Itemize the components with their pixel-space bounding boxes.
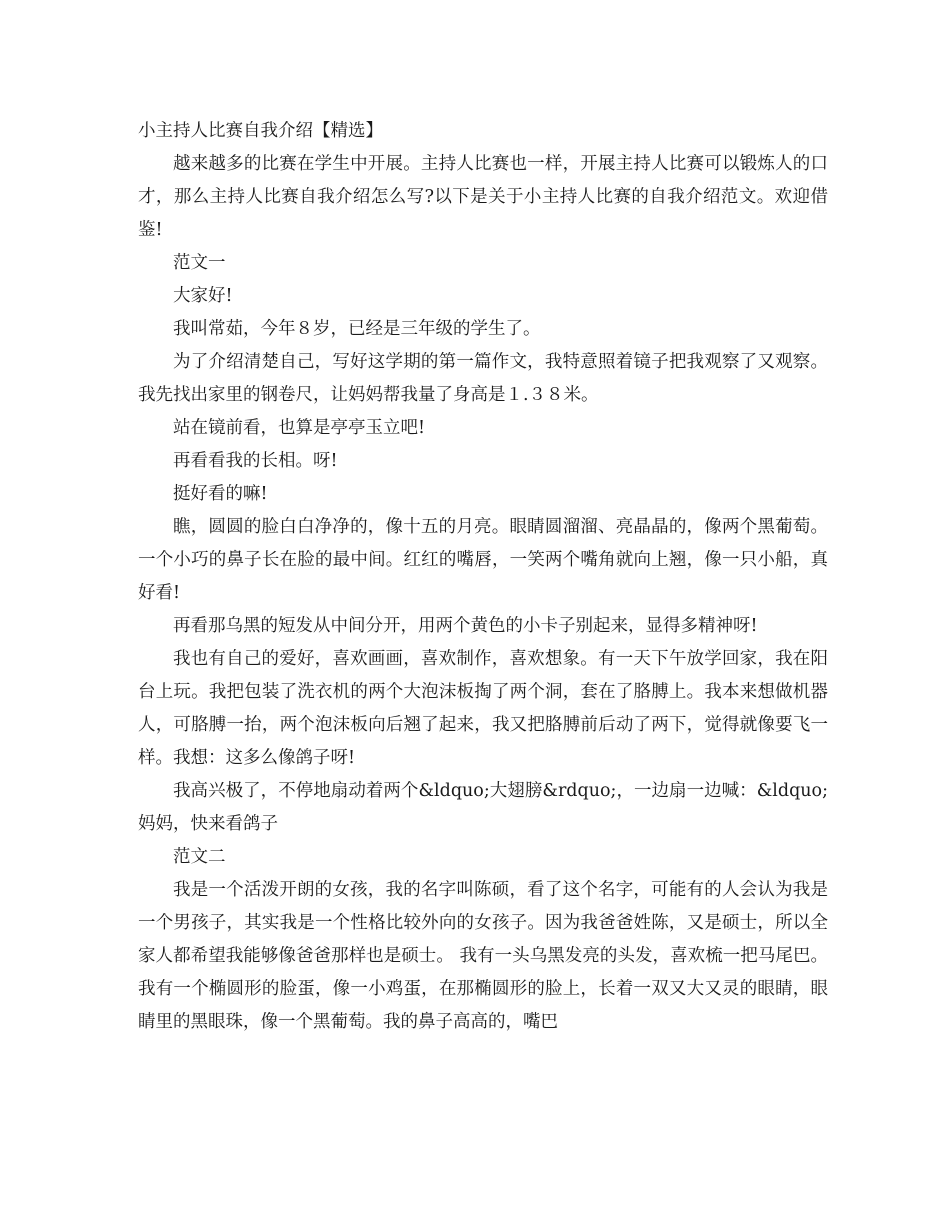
- section-heading-sample-2: 范文二: [173, 847, 226, 867]
- paragraph-intro: 越来越多的比赛在学生中开展。主持人比赛也一样，开展主持人比赛可以锻炼人的口才，那么主持人比赛自我介绍怎么写?以下是关于小主持人比赛的自我介绍范文。欢迎借鉴!: [138, 154, 828, 240]
- document-title: 小主持人比赛自我介绍【精选】: [138, 121, 383, 141]
- paragraph: 大家好!: [173, 286, 233, 306]
- document-body: [138, 115, 828, 1039]
- paragraph: 我叫常茹，今年８岁，已经是三年级的学生了。: [173, 319, 541, 339]
- paragraph: 瞧，圆圆的脸白白净净的，像十五的月亮。眼睛圆溜溜、亮晶晶的，像两个黑葡萄。一个小巧的鼻子长在脸的最中间。红红的嘴唇，一笑两个嘴角就向上翘，像一只小船，真好看!: [138, 517, 828, 603]
- section-heading-sample-1: 范文一: [173, 253, 226, 273]
- paragraph: 再看那乌黑的短发从中间分开，用两个黄色的小卡子别起来，显得多精神呀!: [173, 616, 758, 636]
- paragraph: 再看看我的长相。呀!: [173, 451, 338, 471]
- paragraph: 为了介绍清楚自己，写好这学期的第一篇作文，我特意照着镜子把我观察了又观察。我先找出家里的钢卷尺，让妈妈帮我量了身高是１.３８米。: [138, 352, 828, 405]
- paragraph: 我也有自己的爱好，喜欢画画，喜欢制作，喜欢想象。有一天下午放学回家，我在阳台上玩。我把包装了洗衣机的两个大泡沫板掏了两个洞，套在了胳膊上。我本来想做机器人，可胳膊一抬，两个泡沫板向后翘了起来，我又把胳膊前后动了两下，觉得就像要飞一样。我想：这多么像鸽子呀!: [138, 649, 828, 768]
- paragraph: 挺好看的嘛!: [173, 484, 268, 504]
- paragraph: 站在镜前看，也算是亭亭玉立吧!: [173, 418, 426, 438]
- paragraph: 我高兴极了，不停地扇动着两个&ldquo;大翅膀&rdquo;，一边扇一边喊：&ldquo;妈妈，快来看鸽子: [138, 781, 828, 834]
- paragraph: 我是一个活泼开朗的女孩，我的名字叫陈硕，看了这个名字，可能有的人会认为我是一个男孩子，其实我是一个性格比较外向的女孩子。因为我爸爸姓陈，又是硕士，所以全家人都希望我能够像爸爸那样也是硕士。 我有一头乌黑发亮的头发，喜欢梳一把马尾巴。我有一个椭圆形的脸蛋，像一小鸡蛋，在那椭圆形的脸上，长着一双又大又灵的眼睛，眼睛里的黑眼珠，像一个黑葡萄。我的鼻子高高的，嘴巴: [138, 880, 828, 1032]
